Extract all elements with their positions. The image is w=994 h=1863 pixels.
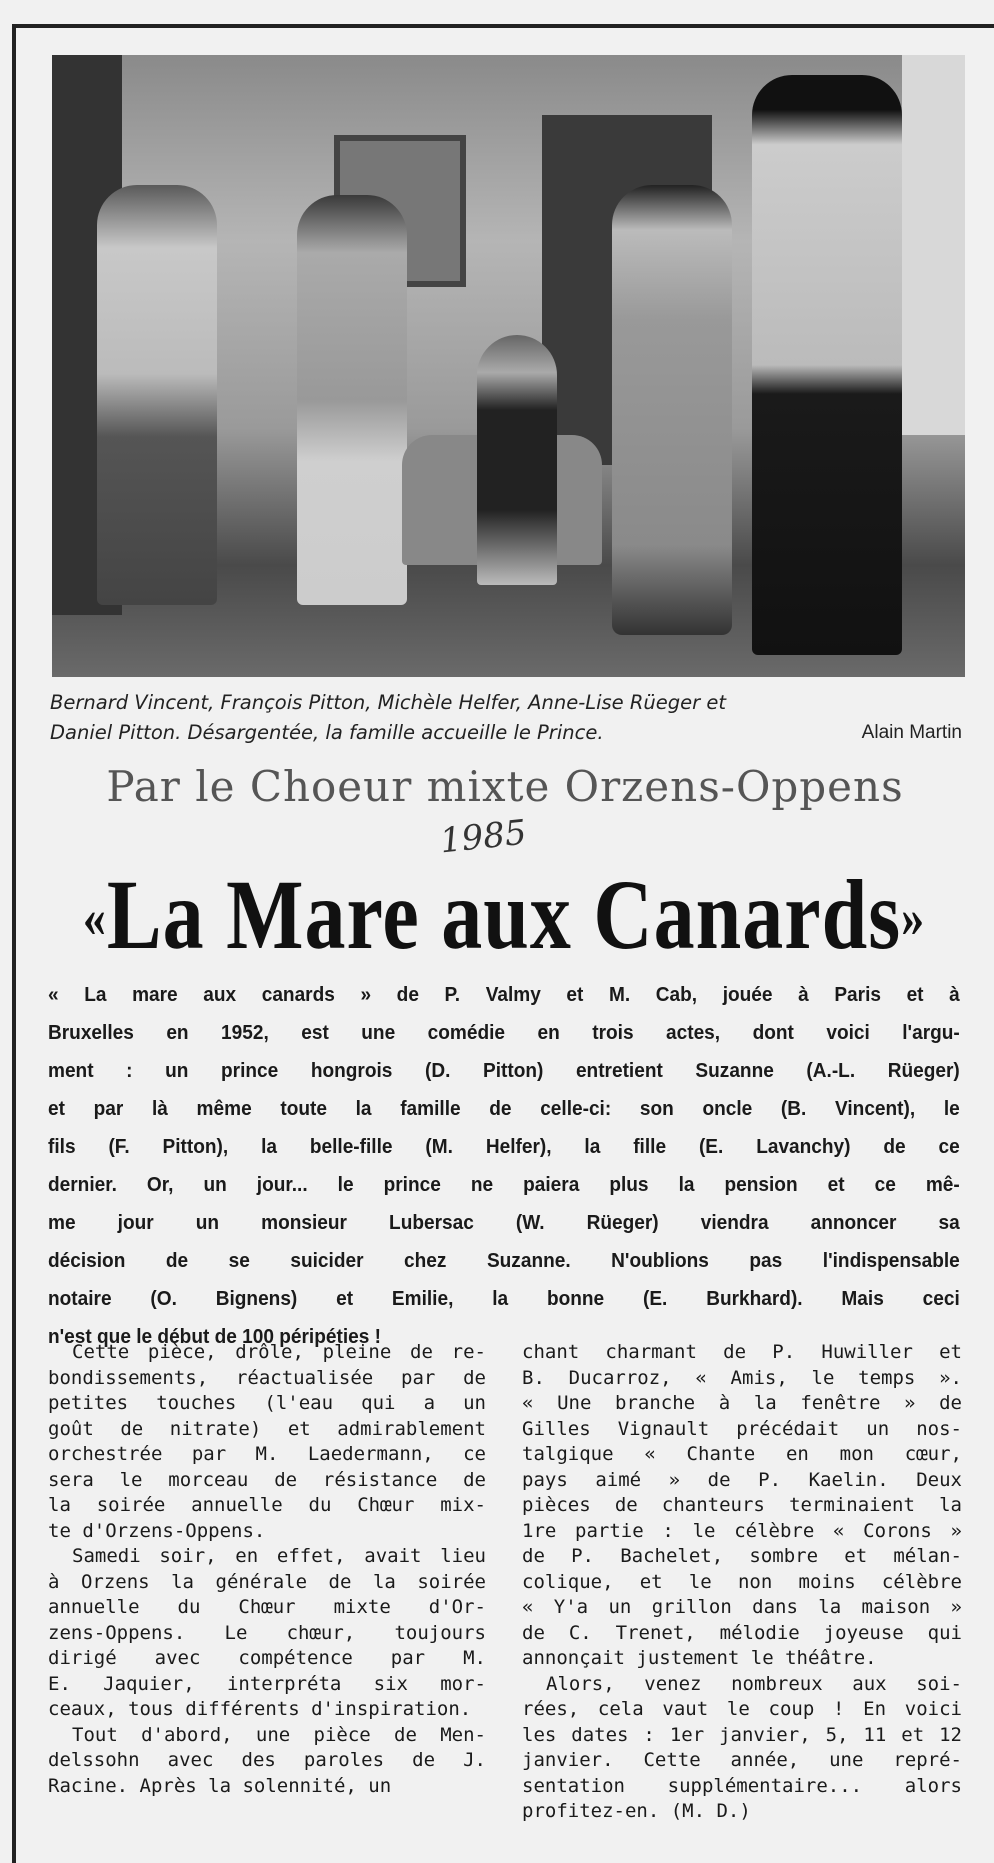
- actor-2: [297, 195, 407, 605]
- text-line: « La mare aux canards » de P. Valmy et M. Cab, jouée à Paris et à: [48, 983, 960, 1006]
- actor-5: [752, 75, 902, 655]
- caption-line: Daniel Pitton. Désargentée, la famille accueille le Prince. Alain Martin: [50, 718, 962, 748]
- text-line: colique, et le non moins célèbre: [522, 1570, 962, 1593]
- text-line: Bruxelles en 1952, est une comédie en trois actes, dont voici l'argu-: [48, 1021, 960, 1044]
- text-line: dirigé avec compétence par M.: [48, 1647, 486, 1669]
- text-line: de P. Bachelet, sombre et mélan-: [522, 1545, 962, 1567]
- text-line: annuelle du Chœur mixte d'Or-: [48, 1596, 486, 1618]
- text-line: orchestrée par M. Laedermann, ce: [48, 1443, 486, 1465]
- text-line: annonçait justement le théâtre.: [522, 1647, 877, 1669]
- actor-1: [97, 185, 217, 605]
- actor-seated: [477, 335, 557, 585]
- column-left: [48, 1340, 486, 1799]
- text-line: zens-Oppens. Le chœur, toujours: [48, 1621, 486, 1644]
- text-line: n'est que le début de 100 péripéties !: [48, 1325, 381, 1348]
- text-line: bondissements, réactualisée par de: [48, 1366, 486, 1389]
- text-line: pièces de chanteurs terminaient la: [522, 1494, 962, 1516]
- text-line: Tout d'abord, une pièce de Men-: [72, 1723, 486, 1746]
- text-line: Racine. Après la solennité, un: [48, 1774, 392, 1797]
- text-line: sentation supplémentaire... alors: [522, 1774, 962, 1797]
- column-right: [522, 1340, 962, 1825]
- actor-4: [612, 185, 732, 635]
- text-line: les dates : 1er janvier, 5, 11 et 12: [522, 1723, 962, 1746]
- text-line: petites touches (l'eau qui a un: [48, 1392, 486, 1414]
- text-line: janvier. Cette année, une repré-: [522, 1749, 962, 1771]
- text-line: à Orzens la générale de la soirée: [48, 1570, 486, 1593]
- text-line: sera le morceau de résistance de: [48, 1468, 486, 1491]
- text-line: Gilles Vignault précédait un nos-: [522, 1417, 962, 1440]
- text-line: goût de nitrate) et admirablement: [48, 1417, 486, 1440]
- text-line: de C. Trenet, mélodie joyeuse qui: [522, 1621, 962, 1644]
- clipping-border-left: [12, 24, 16, 1863]
- text-line: ment : un prince hongrois (D. Pitton) entretient Suzanne (A.-L. Rüeger): [48, 1059, 960, 1082]
- text-line: ceaux, tous différents d'inspiration.: [48, 1698, 472, 1720]
- text-line: et par là même toute la famille de celle-ci: son oncle (B. Vincent), le: [48, 1097, 960, 1120]
- stage-photo: [52, 55, 965, 677]
- text-line: E. Jaquier, interpréta six mor-: [48, 1672, 486, 1695]
- text-line: 1re partie : le célèbre « Corons »: [522, 1519, 962, 1542]
- headline: «La Mare aux Canards»: [82, 859, 926, 971]
- text-line: rées, cela vaut le coup ! En voici: [522, 1698, 962, 1720]
- text-line: te d'Orzens-Oppens.: [48, 1519, 266, 1542]
- text-line: la soirée annuelle du Chœur mix-: [48, 1494, 486, 1516]
- intro-paragraph: [48, 976, 960, 1356]
- text-line: Cette pièce, drôle, pleine de re-: [72, 1341, 486, 1363]
- text-line: B. Ducarroz, « Amis, le temps ».: [522, 1366, 962, 1389]
- text-line: fils (F. Pitton), la belle-fille (M. Helfer), la fille (E. Lavanchy) de ce: [48, 1135, 960, 1158]
- photo-caption: [50, 688, 962, 748]
- text-line: me jour un monsieur Lubersac (W. Rüeger) viendra annoncer sa: [48, 1211, 960, 1234]
- headline-title: La Mare aux Canards: [106, 859, 902, 971]
- text-line: pays aimé » de P. Kaelin. Deux: [522, 1468, 962, 1491]
- text-line: « Y'a un grillon dans la maison »: [522, 1596, 962, 1618]
- clipping-border-top: [14, 24, 994, 28]
- text-line: delssohn avec des paroles de J.: [48, 1749, 486, 1771]
- text-line: « Une branche à la fenêtre » de: [522, 1392, 962, 1414]
- kicker: Par le Choeur mixte Orzens-Oppens: [106, 762, 904, 811]
- text-line: notaire (O. Bignens) et Emilie, la bonne (E. Burkhard). Mais ceci: [48, 1287, 960, 1310]
- caption-line: Bernard Vincent, François Pitton, Michèle Helfer, Anne-Lise Rüeger et: [50, 691, 727, 714]
- text-line: décision de se suicider chez Suzanne. N'oublions pas l'indispensable: [48, 1249, 960, 1272]
- text-line: profitez-en. (M. D.): [522, 1800, 751, 1822]
- photo-credit: Alain Martin: [861, 722, 962, 743]
- text-line: chant charmant de P. Huwiller et: [522, 1341, 962, 1363]
- text-line: dernier. Or, un jour... le prince ne paiera plus la pension et ce mê-: [48, 1173, 960, 1196]
- handwritten-year: 1985: [438, 812, 529, 862]
- text-line: Alors, venez nombreux aux soi-: [546, 1672, 962, 1695]
- text-line: Samedi soir, en effet, avait lieu: [72, 1545, 486, 1567]
- text-line: talgique « Chante en mon cœur,: [522, 1443, 962, 1465]
- window-right: [902, 55, 965, 435]
